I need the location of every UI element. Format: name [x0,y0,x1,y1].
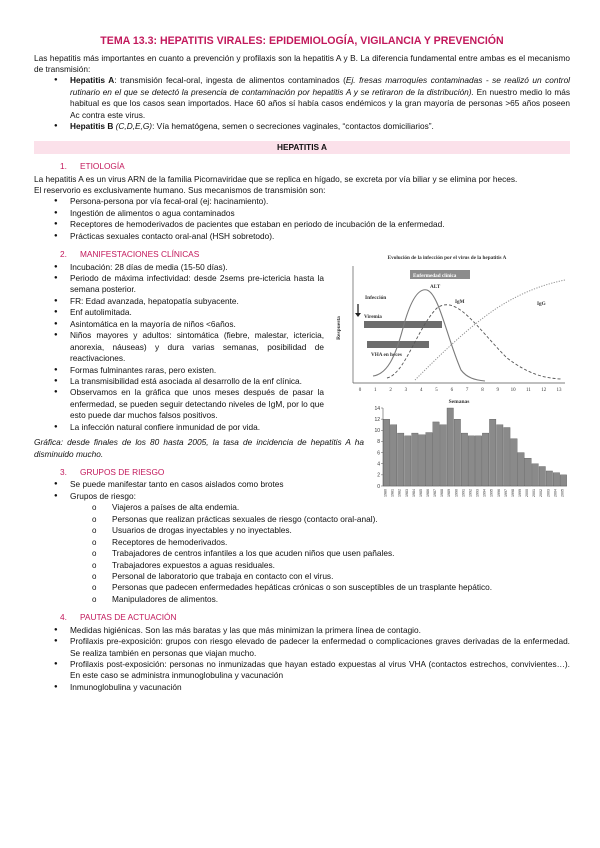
chart-bar [475,436,481,486]
x-tick-label: 1993 [475,489,480,497]
section-number: 1. [60,161,67,172]
hepatitis-a-text: : transmisión fecal-oral, ingesta de alimentos contaminados ( [114,75,346,86]
figure-title: Evolución de la infección por el virus de la hepatitis A [387,255,507,261]
sublist-item: o Personas que padecen enfermedades hepáticas crónicas o son susceptibles de un trasplante hepático. [34,582,570,593]
chart-x-labels [384,489,565,497]
sublist-item: o Personas que realizan prácticas sexuales de riesgo (contacto oral-anal). [34,514,570,525]
x-tick-label: 1994 [482,489,487,497]
feces-label: VHA en heces [371,352,402,358]
chart-bar [426,433,432,486]
viremia-label: Viremia [364,314,382,320]
sublist-item: o Manipuladores de alimentos. [34,594,570,605]
y-tick-label: 0 [377,483,380,490]
x-tick-label: 2002 [539,489,544,497]
list-item: ● Inmunoglobulina y vacunación [34,682,570,693]
hepatitis-a-tail: En nuestro medio lo más habitual es que los casos sean importados. Hace 60 años sí había casos endémicos y la gran mayoría de personas >65 años poseen Ac contra este virus. [70,86,571,120]
x-tick-label: 2005 [560,489,565,497]
list-item: ● Persona-persona por vía fecal-oral (ej: hacinamiento). [34,196,570,207]
x-tick-label: 10 [510,388,516,393]
x-tick-label: 7 [465,388,469,393]
list-item: ● Grupos de riesgo: [34,491,570,502]
infection-label: Infección [365,295,387,301]
x-tick-label: 1982 [397,489,402,497]
chart-bar [560,475,566,486]
hepatitis-b-types: (C,D,E,G) [113,121,153,132]
y-tick-label: 8 [377,439,380,446]
x-tick-label: 1981 [390,489,395,497]
list-item: ● Niños mayores y adultos: sintomática (fiebre, malestar, ictericia, anorexia, náuseas) y dura varias semanas, posibilidad de reactivaciones. [34,330,324,364]
x-tick-label: 1998 [510,489,515,497]
chart-bar [482,433,488,486]
y-tick-label: 10 [374,428,380,435]
x-tick-label: 1991 [461,489,466,497]
chart-bar [504,428,510,487]
chart-bar [511,439,517,486]
sublist-item: o Trabajadores de centros infantiles a los que acuden niños que usen pañales. [34,548,570,559]
sublist-item: o Usuarios de drogas inyectables y no inyectables. [34,525,570,536]
chart-bar [397,433,403,486]
section-number: 4. [60,612,67,623]
x-tick-label: 3 [404,388,408,393]
igm-label: IgM [455,299,465,305]
page-title: TEMA 13.3: HEPATITIS VIRALES: EPIDEMIOLOGÍA, VIGILANCIA Y PREVENCIÓN [100,35,504,47]
x-tick-label: 1988 [440,489,445,497]
x-tick-label: 2000 [525,489,530,497]
x-tick-label: 1997 [503,489,508,497]
section-number: 3. [60,467,67,478]
chart-bar [405,436,411,486]
chart-bar [525,458,531,486]
intro-list [34,75,570,132]
hepatitis-b-text: : Vía hematógena, semen o secreciones vaginales, “contactos domiciliarios”. [152,121,434,132]
chart-bar [468,436,474,486]
chart-bar [518,453,524,486]
chart-bar [440,425,446,486]
x-axis-label: Semanas [448,399,470,405]
section-heading-pautas [60,612,570,623]
chart-bar [383,419,389,486]
incidence-bar-chart [367,402,570,502]
x-tick-label: 1995 [489,489,494,497]
y-tick-label: 6 [377,450,380,457]
list-item: ● Se puede manifestar tanto en casos aislados como brotes [34,479,570,490]
x-tick-label: 1 [374,388,377,393]
x-tick-label: 1986 [426,489,430,497]
chart-bar [412,433,418,486]
risk-group-sublist [34,502,570,605]
hepatitis-b-label: Hepatitis B [70,121,114,132]
x-tick-label: 12 [541,388,547,393]
section-number: 2. [60,249,67,260]
chart-bar [447,408,453,486]
section-title: ETIOLOGÍA [80,161,125,172]
x-tick-label: 8 [481,388,484,393]
transmission-list [34,196,570,242]
list-item: ● Observamos en la gráfica que unos meses después de pasar la enfermedad, se pueden seguir detectando niveles de IgM, por lo que esto puede dar muchos falsos positivos. [34,387,324,421]
sublist-item: o Viajeros a países de alta endemia. [34,502,570,513]
x-tick-label: 4 [419,388,423,393]
section-title: PAUTAS DE ACTUACIÓN [80,612,177,623]
x-tick-label: 1989 [447,489,452,497]
list-item: ● FR: Edad avanzada, hepatopatía subyacente. [34,296,324,307]
list-item [34,121,570,132]
list-item: ● Periodo de máxima infectividad: desde 2sems pre-ictericia hasta la semana posterior. [34,273,324,296]
y-tick-label: 12 [374,416,380,423]
sublist-item: o Trabajadores expuestos a aguas residuales. [34,560,570,571]
x-tick-label: 13 [556,388,562,393]
x-tick-label: 1985 [418,489,423,497]
hepatitis-a-label: Hepatitis A [70,75,115,86]
alt-label: ALT [430,284,441,290]
list-item: ● La transmisibilidad está asociada al desarrollo de la enf clínica. [34,376,324,387]
x-tick-label: 1992 [468,489,473,497]
list-item: ● Formas fulminantes raras, pero existen. [34,365,324,376]
list-item: ● Asintomática en la mayoría de niños <6años. [34,319,324,330]
sublist-item: o Personal de laboratorio que trabaja en contacto con el virus. [34,571,570,582]
list-item: ● Prácticas sexuales contacto oral-anal (HSH sobretodo). [34,231,570,242]
chart-bar [539,467,545,487]
clinical-illness-label: Enfermedad clínica [413,273,457,279]
section-title: GRUPOS DE RIESGO [80,467,165,478]
list-item: ● La infección natural confiere inmunidad de por vida. [34,422,324,433]
x-tick-label: 6 [450,388,454,393]
list-item: ● Enf autolimitada. [34,307,324,318]
chart-bar [489,419,495,486]
x-tick-label: 1980 [383,489,388,497]
list-item: ● Incubación: 28 días de media (15-50 días). [34,262,324,273]
x-tick-label: 2004 [553,489,558,497]
chart-bar [390,425,396,486]
igg-label: IgG [537,301,546,307]
x-tick-label: 1987 [433,489,438,497]
list-item: ● Profilaxis pre-exposición: grupos con riesgo elevado de padecer la enfermedad o complicaciones graves derivadas de la enfermedad. Se realiza también en personas que viajan mucho. [34,636,570,659]
x-tick-label: 2 [389,388,392,393]
list-item: ● Profilaxis post-exposición: personas no inmunizadas que hayan estado expuestas al virus VHA (contactos estrechos, convivientes…). En este caso se administra inmunoglobulina y vacunación [34,659,570,682]
x-tick-label: 5 [435,388,438,393]
section-title: MANIFESTACIONES CLÍNICAS [80,249,200,260]
y-axis-label: Respuesta [336,316,342,340]
x-tick-label: 1999 [518,489,522,497]
actions-list [34,625,570,694]
x-tick-label: 1990 [454,489,459,497]
list-item: ● Medidas higiénicas. Son las más baratas y las que más minimizan la primera línea de contagio. [34,625,570,636]
hepatitis-a-evolution-figure [327,248,570,408]
y-tick-label: 4 [377,461,380,468]
section-heading-etiologia [60,161,570,172]
x-tick-label: 1984 [411,489,416,497]
chart-bar [433,422,439,486]
list-item [34,75,570,121]
intro-paragraph: Las hepatitis más importantes en cuanto a prevención y profilaxis son la hepatitis A y B. La diferencia fundamental entre ambas es el mecanismo de transmisión: [34,52,570,75]
hepatitis-a-example: Ej. fresas marroquíes contaminadas - se realizó un control rutinario en el que se detectó la presencia de contaminación por hepatitis A y se retiraron de la distribución). [70,75,571,97]
x-tick-label: 2001 [532,489,537,497]
chart-bar [553,473,559,486]
sublist-item: o Receptores de hemoderivados. [34,537,570,548]
chart-bar [419,435,425,486]
x-tick-label: 1996 [496,489,501,497]
chart-bar [532,464,538,486]
chart-bar [546,471,552,486]
list-item: ● Ingestión de alimentos o agua contaminados [34,208,570,219]
clinical-list [34,262,324,434]
x-tick-label: 1983 [404,489,409,497]
list-item: ● Receptores de hemoderivados de pacientes que estaban en periodo de incubación de la enfermedad. [34,219,570,230]
x-tick-label: 9 [496,388,500,393]
y-tick-label: 2 [377,472,380,479]
chart-bar [497,425,503,486]
chart-bar [461,433,467,486]
x-tick-label: 0 [358,388,362,393]
chart-caption: Gráfica: desde finales de los 80 hasta 2005, la tasa de incidencia de hepatitis A ha disminuido mucho. [34,437,364,459]
x-tick-label: 11 [525,388,531,393]
chart-bars [383,408,566,486]
x-tick-label: 2003 [546,489,551,497]
etiologia-paragraph: La hepatitis A es un virus ARN de la familia Picornaviridae que se replica en hígado, se excreta por vía biliar y se elimina por heces. [34,173,518,184]
chart-bar [454,419,460,486]
section-band-hepatitis-a: HEPATITIS A [34,141,570,154]
etiologia-paragraph-2: El reservorio es exclusivamente humano. Sus mecanismos de transmisión son: [34,184,326,195]
y-tick-label: 14 [374,405,380,412]
